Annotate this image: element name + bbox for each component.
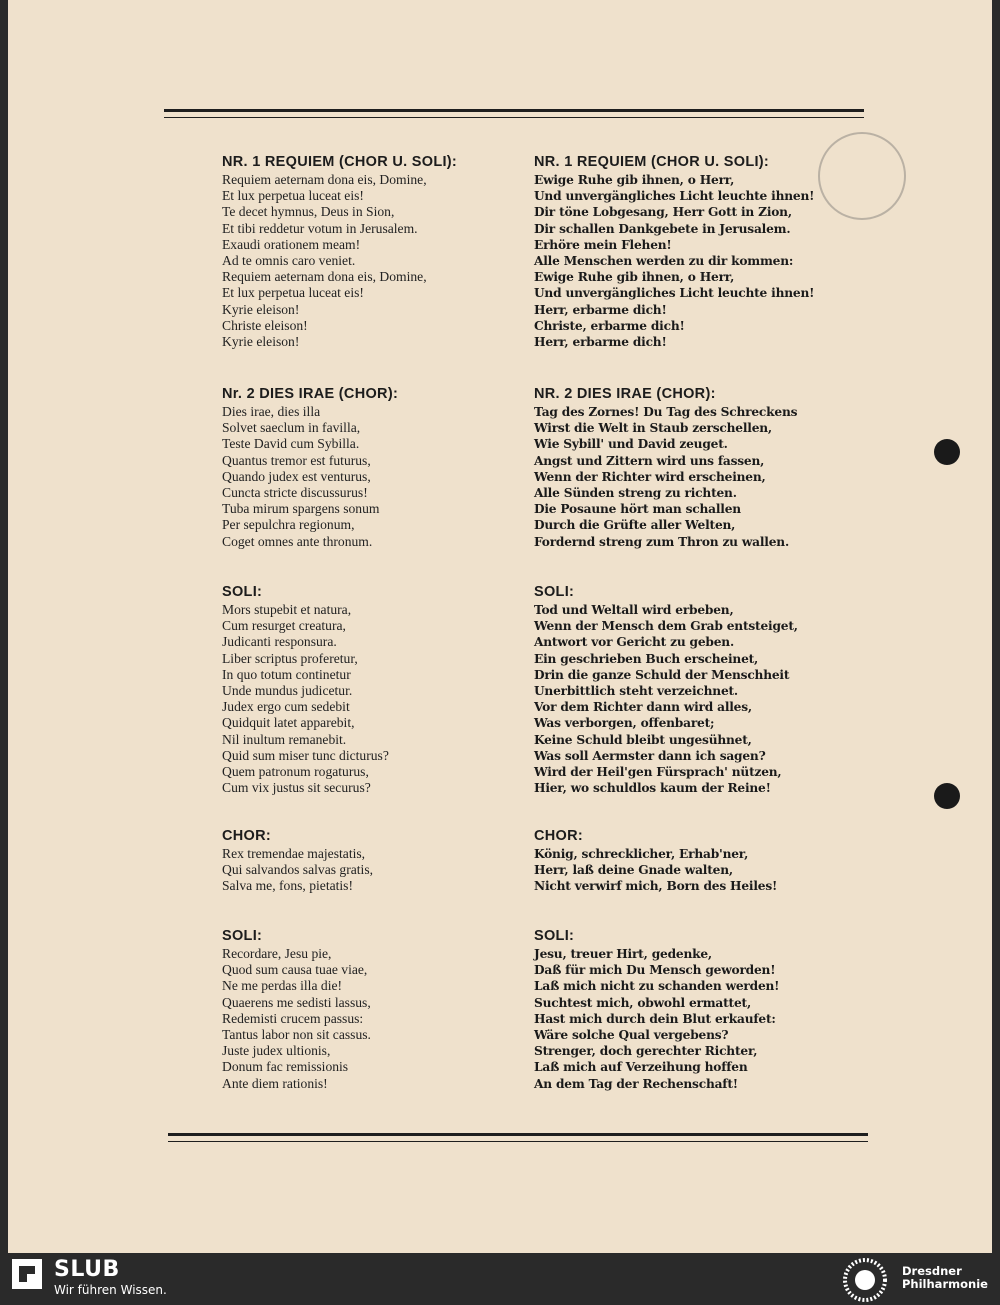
verse-line: In quo totum continetur — [222, 666, 351, 682]
slub-name[interactable]: SLUB — [54, 1257, 120, 1282]
verse-line: Per sepulchra regionum, — [222, 517, 355, 533]
verse-line: Kyrie eleison! — [222, 301, 300, 317]
verse-line: Quid sum miser tunc dicturus? — [222, 747, 389, 763]
top-rule-thick — [164, 109, 864, 112]
verse-line: Ewige Ruhe gib ihnen, o Herr, — [534, 270, 735, 285]
philharmonie-name[interactable] — [902, 1265, 988, 1291]
verse-line: Und unvergängliches Licht leuchte ihnen! — [534, 286, 815, 301]
verse-line: Jesu, treuer Hirt, gedenke, — [534, 947, 712, 961]
verse-line: Ewige Ruhe gib ihnen, o Herr, — [534, 173, 735, 187]
verse-line: Teste David cum Sybilla. — [222, 436, 360, 452]
verse-line: Vor dem Richter dann wird alles, — [534, 700, 752, 715]
section-heading: Nr. 2 DIES IRAE (CHOR): — [222, 386, 399, 402]
section-heading: SOLI: — [534, 928, 575, 944]
verse-line: Exaudi orationem meam! — [222, 236, 361, 252]
section-heading: NR. 2 DIES IRAE (CHOR): — [534, 386, 716, 402]
verse-line: Quem patronum rogaturus, — [222, 764, 369, 780]
verse-line: Herr, laß deine Gnade walten, — [534, 863, 733, 878]
verse-section — [534, 386, 797, 550]
verse-line: Juste judex ultionis, — [222, 1043, 331, 1059]
section-heading: SOLI: — [222, 584, 263, 600]
verse-line: Herr, erbarme dich! — [534, 335, 667, 350]
verse-line: Cum resurget creatura, — [222, 618, 346, 634]
verse-line: Dir töne Lobgesang, Herr Gott in Zion, — [534, 205, 792, 220]
verse-line: Keine Schuld bleibt ungesühnet, — [534, 732, 752, 747]
bottom-rule-thin — [168, 1141, 868, 1142]
verse-line: Quantus tremor est futurus, — [222, 452, 371, 468]
show-through-title — [478, 618, 495, 687]
verse-line: Tag des Zornes! Du Tag des Schreckens — [534, 405, 798, 419]
verse-line: Cum vix justus sit securus? — [222, 780, 371, 796]
verse-line: Et lux perpetua luceat eis! — [222, 188, 364, 204]
verse-line: Donum fac remissionis — [222, 1059, 349, 1075]
punch-hole-lower — [934, 783, 960, 809]
verse-section — [222, 386, 398, 550]
verse-section — [534, 928, 779, 1092]
verse-line: Was verborgen, offenbaret; — [534, 716, 715, 731]
bottom-rule-thick — [168, 1133, 868, 1136]
verse-line: Requiem aeternam dona eis, Domine, — [222, 269, 427, 285]
verse-line: Unde mundus judicetur. — [222, 683, 353, 699]
section-heading: SOLI: — [534, 584, 575, 600]
verse-line: Wäre solche Qual vergebens? — [534, 1028, 729, 1043]
verse-line: Alle Menschen werden zu dir kommen: — [534, 254, 794, 269]
verse-line: Tantus labor non sit cassus. — [222, 1027, 371, 1043]
verse-line: Rex tremendae majestatis, — [222, 846, 366, 861]
verse-line: Antwort vor Gericht zu geben. — [534, 635, 734, 650]
viewer-footer — [0, 1253, 1000, 1305]
verse-line: Wirst die Welt in Staub zerschellen, — [534, 421, 772, 436]
verse-line: Durch die Grüfte aller Welten, — [534, 518, 736, 533]
verse-line: Christe, erbarme dich! — [534, 318, 685, 333]
section-heading: CHOR: — [534, 828, 584, 844]
verse-section — [222, 584, 389, 796]
verse-section — [534, 584, 798, 796]
verse-line: An dem Tag der Rechenschaft! — [534, 1076, 738, 1091]
slub-logo-icon[interactable] — [12, 1259, 42, 1289]
verse-line: Recordare, Jesu pie, — [222, 946, 332, 961]
document-page — [8, 0, 992, 1253]
verse-line: Wird der Heil'gen Fürsprach' nützen, — [534, 765, 782, 780]
verse-line: Laß mich auf Verzeihung hoffen — [534, 1060, 748, 1075]
verse-line: Alle Sünden streng zu richten. — [534, 486, 737, 501]
verse-line: Strenger, doch gerechter Richter, — [534, 1044, 758, 1059]
verse-line: Dir schallen Dankgebete in Jerusalem. — [534, 221, 791, 236]
verse-line: Quaerens me sedisti lassus, — [222, 994, 371, 1010]
verse-line: Mors stupebit et natura, — [222, 602, 352, 617]
verse-section — [222, 928, 371, 1092]
verse-line: Redemisti crucem passus: — [222, 1010, 364, 1026]
verse-line: Wie Sybill' und David zeuget. — [534, 437, 728, 452]
section-heading: SOLI: — [222, 928, 263, 944]
verse-line: Laß mich nicht zu schanden werden! — [534, 979, 780, 994]
verse-line: Daß für mich Du Mensch geworden! — [534, 963, 776, 978]
verse-line: Te decet hymnus, Deus in Sion, — [222, 204, 395, 220]
verse-line: Hier, wo schuldlos kaum der Reine! — [534, 781, 771, 796]
verse-section — [534, 828, 777, 895]
verse-line: Requiem aeternam dona eis, Domine, — [222, 172, 427, 187]
philharmonie-logo-icon[interactable] — [842, 1257, 888, 1303]
verse-line: Quidquit latet apparebit, — [222, 715, 355, 731]
verse-line: Ein geschrieben Buch erscheinet, — [534, 651, 759, 666]
philharmonie-line1: Dresdner — [902, 1264, 962, 1278]
verse-line: Und unvergängliches Licht leuchte ihnen! — [534, 189, 815, 204]
verse-line: Hast mich durch dein Blut erkaufet: — [534, 1011, 776, 1026]
verse-line: Salva me, fons, pietatis! — [222, 878, 353, 894]
verse-line: Erhöre mein Flehen! — [534, 237, 672, 252]
verse-line: Dies irae, dies illa — [222, 404, 321, 419]
verse-section — [534, 154, 814, 350]
verse-line: Quod sum causa tuae viae, — [222, 962, 368, 978]
verse-line: Nil inultum remanebit. — [222, 731, 347, 747]
verse-line: Et lux perpetua luceat eis! — [222, 285, 364, 301]
verse-section — [222, 154, 457, 350]
verse-line: Et tibi reddetur votum in Jerusalem. — [222, 220, 418, 236]
verse-line: Solvet saeclum in favilla, — [222, 420, 361, 436]
verse-line: Wenn der Mensch dem Grab entsteiget, — [534, 619, 798, 634]
verse-line: Judex ergo cum sedebit — [222, 699, 350, 715]
verse-line: Christe eleison! — [222, 317, 308, 333]
verse-line: Suchtest mich, obwohl ermattet, — [534, 995, 752, 1010]
philharmonie-line2: Philharmonie — [902, 1277, 988, 1291]
verse-line: Nicht verwirf mich, Born des Heiles! — [534, 879, 778, 894]
slub-tagline: Wir führen Wissen. — [54, 1283, 167, 1297]
verse-line: Fordernd streng zum Thron zu wallen. — [534, 534, 789, 549]
verse-line: Die Posaune hört man schallen — [534, 502, 741, 517]
section-heading: CHOR: — [222, 828, 272, 844]
verse-line: Quando judex est venturus, — [222, 468, 371, 484]
verse-line: Coget omnes ante thronum. — [222, 533, 373, 549]
punch-hole-upper — [934, 439, 960, 465]
verse-line: Angst und Zittern wird uns fassen, — [534, 453, 765, 468]
section-heading: NR. 1 REQUIEM (CHOR U. SOLI): — [534, 154, 770, 170]
verse-line: Was soll Aermster dann ich sagen? — [534, 748, 766, 763]
show-through-text — [488, 140, 499, 183]
section-heading: NR. 1 REQUIEM (CHOR U. SOLI): — [222, 154, 458, 170]
verse-line: Herr, erbarme dich! — [534, 302, 667, 317]
verse-section — [222, 828, 373, 895]
verse-line: König, schrecklicher, Erhab'ner, — [534, 847, 749, 861]
library-stamp — [818, 132, 906, 220]
verse-line: Cuncta stricte discussurus! — [222, 485, 368, 501]
verse-line: Kyrie eleison! — [222, 334, 300, 350]
verse-line: Liber scriptus proferetur, — [222, 650, 358, 666]
top-rule-thin — [164, 117, 864, 118]
verse-line: Ne me perdas illa die! — [222, 978, 343, 994]
verse-line: Drin die ganze Schuld der Menschheit — [534, 667, 790, 682]
verse-line: Ante diem rationis! — [222, 1075, 328, 1091]
verse-line: Unerbittlich steht verzeichnet. — [534, 684, 738, 699]
verse-line: Tuba mirum spargens sonum — [222, 501, 380, 517]
verse-line: Ad te omnis caro veniet. — [222, 253, 356, 269]
verse-line: Tod und Weltall wird erbeben, — [534, 603, 734, 617]
verse-line: Qui salvandos salvas gratis, — [222, 862, 374, 878]
verse-line: Judicanti responsura. — [222, 634, 337, 650]
verse-line: Wenn der Richter wird erscheinen, — [534, 469, 766, 484]
